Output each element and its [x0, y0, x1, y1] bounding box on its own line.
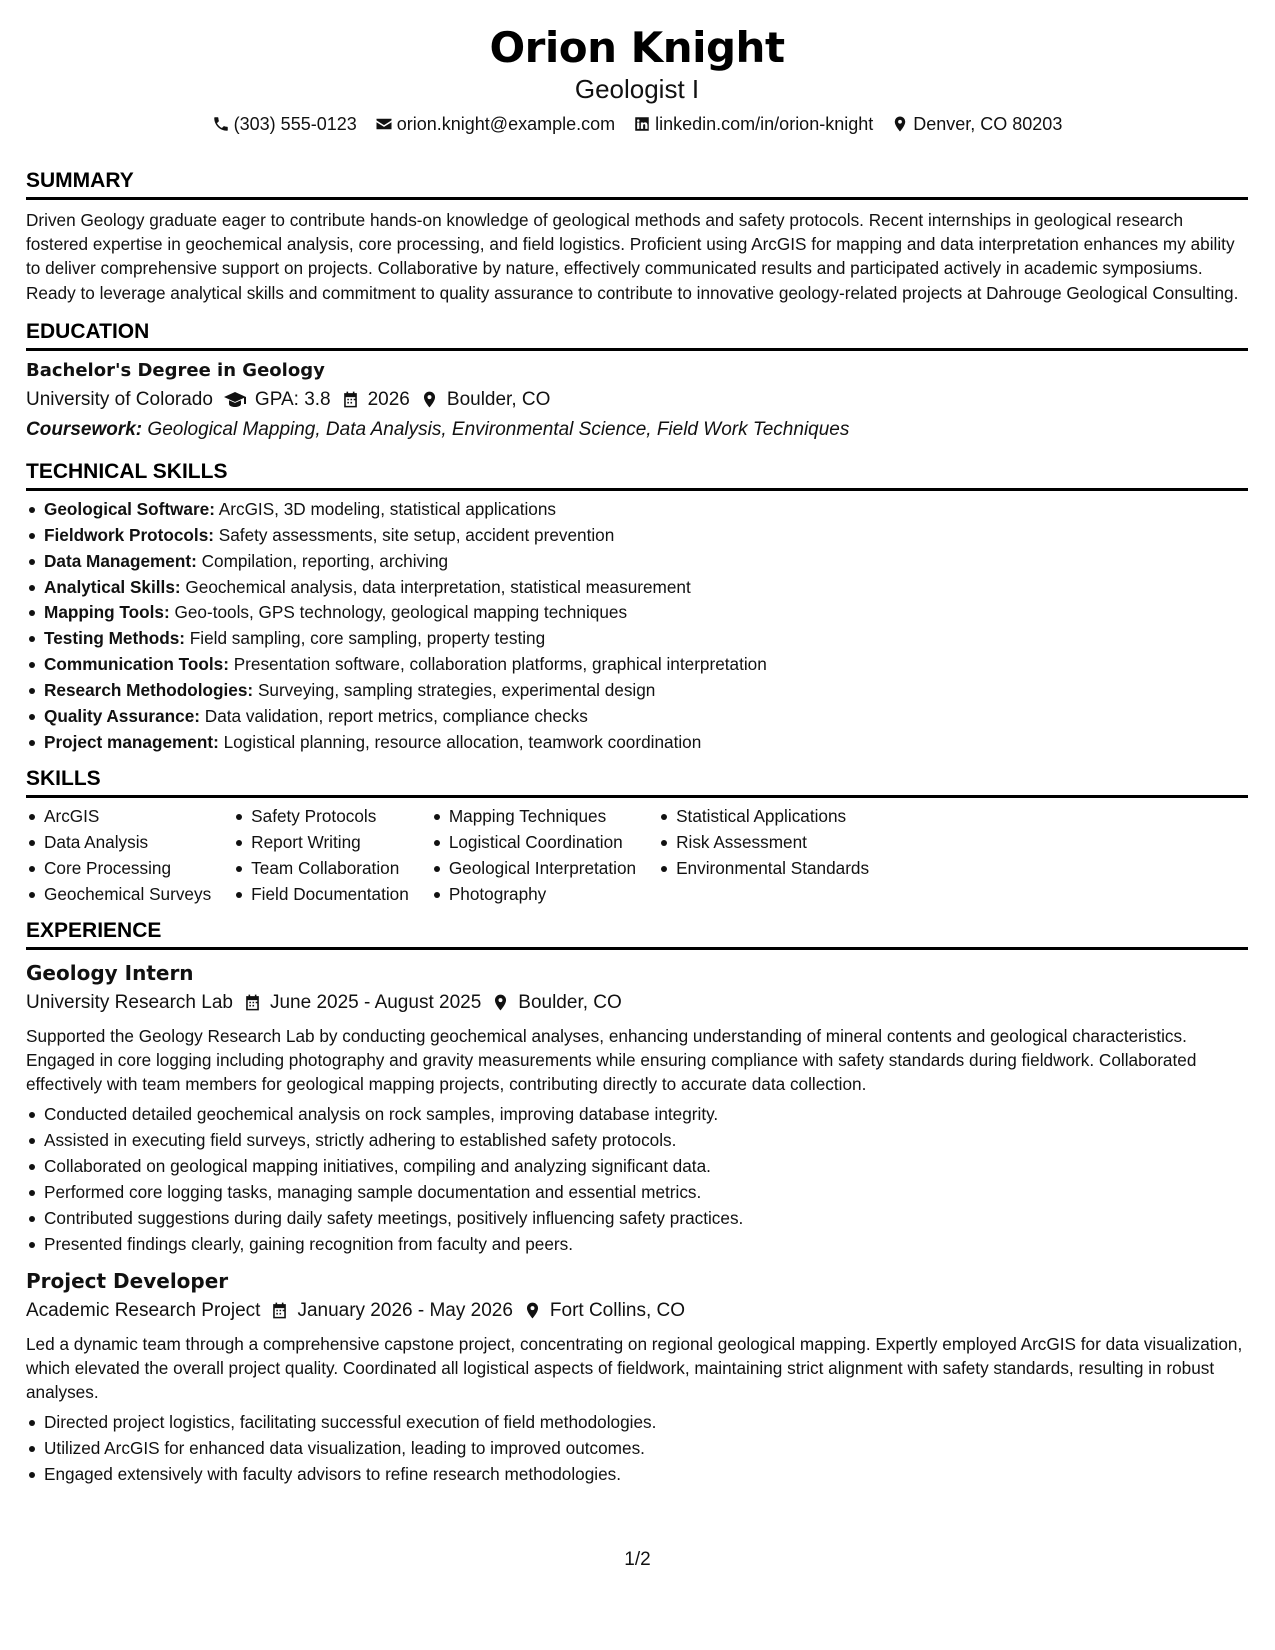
job-bullet: Engaged extensively with faculty advisors to refine research methodologies. [26, 1462, 1248, 1488]
technical-skill-label: Communication Tools: [44, 654, 229, 675]
technical-skill-text: Data validation, report metrics, compliance checks [204, 706, 588, 727]
gpa-item [223, 387, 331, 413]
summary-section [26, 168, 1248, 305]
technical-skill-item [26, 626, 1248, 652]
map-pin-icon [420, 390, 439, 409]
experience-list [26, 960, 1248, 1488]
skill-item: Core Processing [26, 856, 211, 882]
skill-item: Risk Assessment [658, 830, 869, 856]
section-heading-experience: EXPERIENCE [26, 918, 1248, 950]
year-item [341, 387, 410, 413]
location-text: Denver, CO 80203 [913, 114, 1063, 134]
contact-location [891, 112, 1062, 136]
technical-skill-label: Data Management: [44, 550, 197, 571]
skills-grid [26, 804, 1248, 908]
technical-skill-text: Geochemical analysis, data interpretation, statistical measurement [185, 576, 691, 597]
job-location: Boulder, CO [518, 991, 622, 1013]
calendar-icon [243, 993, 262, 1012]
technical-skill-label: Quality Assurance: [44, 706, 201, 727]
contact-phone[interactable] [212, 112, 357, 136]
resume-page [26, 22, 1248, 1488]
skills-column [233, 804, 409, 908]
skill-item: Field Documentation [233, 882, 409, 908]
skills-section [26, 766, 1248, 908]
technical-skill-item [26, 497, 1248, 523]
technical-skill-item [26, 652, 1248, 678]
job-dates-item [243, 990, 481, 1016]
contact-bar [26, 112, 1248, 136]
technical-skill-item [26, 575, 1248, 601]
job-bullet: Performed core logging tasks, managing sample documentation and essential metrics. [26, 1180, 1248, 1206]
summary-text: Driven Geology graduate eager to contribute hands-on knowledge of geological methods and safety protocols. Recent internships in geological research fostered expertise in geochemical analysis, core processing, and field logistics. Proficient using ArcGIS for mapping and data interpretation enhances my ability to deliver comprehensive support on projects. Collaborative by nature, effectively communicated results and participated actively in academic symposiums. Ready to leverage analytical skills and commitment to quality assurance to contribute to innovative geology-related projects at Dahrouge Geological Consulting. [26, 210, 1239, 303]
technical-skill-label: Project management: [44, 731, 219, 752]
skills-column [431, 804, 636, 908]
technical-skill-item [26, 704, 1248, 730]
technical-skill-label: Mapping Tools: [44, 602, 170, 623]
job-title: Geology Intern [26, 960, 194, 985]
coursework-label: Coursework: [26, 418, 143, 440]
experience-entry [26, 960, 1248, 1258]
page-number: 1/2 [624, 1549, 651, 1570]
skill-item: Report Writing [233, 830, 409, 856]
edu-location-item [420, 387, 551, 413]
job-location-item [523, 1298, 685, 1324]
job-bullets [26, 1410, 1248, 1488]
phone-text: (303) 555-0123 [233, 114, 357, 134]
job-bullet: Collaborated on geological mapping initiatives, compiling and analyzing significant data. [26, 1154, 1248, 1180]
education-meta [26, 387, 1248, 413]
technical-skill-item [26, 523, 1248, 549]
technical-skill-text: Safety assessments, site setup, accident prevention [218, 524, 615, 545]
job-org: Academic Research Project [26, 1299, 261, 1321]
job-dates: June 2025 - August 2025 [269, 991, 482, 1013]
technical-skill-item [26, 549, 1248, 575]
skill-item: Statistical Applications [658, 804, 869, 830]
graduation-cap-icon [223, 388, 247, 412]
skill-item: Mapping Techniques [431, 804, 636, 830]
gpa-text: GPA: 3.8 [254, 388, 331, 410]
job-bullet: Utilized ArcGIS for enhanced data visualization, leading to improved outcomes. [26, 1436, 1248, 1462]
job-dates: January 2026 - May 2026 [297, 1299, 513, 1321]
email-text: orion.knight@example.com [396, 114, 616, 134]
linkedin-text: linkedin.com/in/orion-knight [655, 114, 874, 134]
technical-skill-label: Testing Methods: [44, 628, 185, 649]
job-dates-item [270, 1298, 512, 1324]
experience-entry [26, 1268, 1248, 1488]
technical-skill-text: Surveying, sampling strategies, experimental design [257, 680, 656, 701]
candidate-title: Geologist I [574, 74, 700, 104]
education-section [26, 319, 1248, 443]
edu-location: Boulder, CO [446, 388, 551, 410]
technical-skill-text: Compilation, reporting, archiving [201, 550, 449, 571]
job-bullet: Conducted detailed geochemical analysis on rock samples, improving database integrity. [26, 1102, 1248, 1128]
job-bullet: Directed project logistics, facilitating successful execution of field methodologies. [26, 1410, 1248, 1436]
technical-skills-section [26, 459, 1248, 756]
job-description: Led a dynamic team through a comprehensive capstone project, concentrating on regional geological mapping. Expertly employed ArcGIS for data visualization, which elevated the overall project quality. Coordinated all logistical aspects of fieldwork, maintaining strict alignment with safety standards, resulting in robust analyses. [26, 1333, 1243, 1402]
section-heading-skills: SKILLS [26, 766, 1248, 798]
resume-header [26, 22, 1248, 136]
candidate-name: Orion Knight [489, 23, 785, 72]
map-pin-icon [523, 1301, 542, 1320]
skill-item: ArcGIS [26, 804, 211, 830]
skill-item: Photography [431, 882, 636, 908]
technical-skill-text: ArcGIS, 3D modeling, statistical applications [218, 498, 556, 519]
graduation-year: 2026 [367, 388, 410, 410]
technical-skill-text: Logistical planning, resource allocation, teamwork coordination [223, 731, 702, 752]
technical-skill-text: Geo-tools, GPS technology, geological mapping techniques [174, 602, 628, 623]
skills-column [658, 804, 869, 908]
coursework-text: Geological Mapping, Data Analysis, Environmental Science, Field Work Techniques [147, 418, 850, 440]
contact-email[interactable] [375, 112, 615, 136]
technical-skills-list [26, 497, 1248, 756]
phone-icon [212, 115, 230, 133]
section-heading-technical-skills: TECHNICAL SKILLS [26, 459, 1248, 491]
map-pin-icon [891, 115, 909, 133]
coursework-line [26, 417, 1248, 443]
job-meta [26, 1298, 1248, 1324]
calendar-icon [341, 390, 360, 409]
technical-skill-text: Field sampling, core sampling, property testing [189, 628, 546, 649]
calendar-icon [270, 1301, 289, 1320]
technical-skill-label: Fieldwork Protocols: [44, 524, 214, 545]
skill-item: Data Analysis [26, 830, 211, 856]
degree-title: Bachelor's Degree in Geology [26, 359, 325, 381]
technical-skill-text: Presentation software, collaboration platforms, graphical interpretation [233, 654, 767, 675]
technical-skill-item [26, 678, 1248, 704]
school-name: University of Colorado [26, 388, 213, 410]
skill-item: Safety Protocols [233, 804, 409, 830]
job-bullet: Presented findings clearly, gaining recognition from faculty and peers. [26, 1232, 1248, 1258]
job-description: Supported the Geology Research Lab by conducting geochemical analyses, enhancing understanding of mineral contents and geological characteristics. Engaged in core logging including photography and gravity measurements while ensuring compliance with safety standards during fieldwork. Collaborated effectively with team members for geological mapping projects, contributing directly to accurate data collection. [26, 1025, 1197, 1094]
technical-skill-item [26, 600, 1248, 626]
skill-item: Team Collaboration [233, 856, 409, 882]
job-bullets [26, 1102, 1248, 1257]
job-location-item [491, 990, 622, 1016]
job-bullet: Contributed suggestions during daily safety meetings, positively influencing safety practices. [26, 1206, 1248, 1232]
envelope-icon [375, 115, 393, 133]
contact-linkedin[interactable] [633, 112, 873, 136]
technical-skill-label: Research Methodologies: [44, 680, 254, 701]
job-meta [26, 990, 1248, 1016]
section-heading-summary: SUMMARY [26, 168, 1248, 200]
job-title: Project Developer [26, 1268, 229, 1293]
section-heading-education: EDUCATION [26, 319, 1248, 351]
experience-section [26, 918, 1248, 1488]
skill-item: Geochemical Surveys [26, 882, 211, 908]
skill-item: Logistical Coordination [431, 830, 636, 856]
skill-item: Geological Interpretation [431, 856, 636, 882]
job-org: University Research Lab [26, 991, 233, 1013]
job-location: Fort Collins, CO [549, 1299, 686, 1321]
job-bullet: Assisted in executing field surveys, strictly adhering to established safety protocols. [26, 1128, 1248, 1154]
map-pin-icon [491, 993, 510, 1012]
skill-item: Environmental Standards [658, 856, 869, 882]
technical-skill-label: Analytical Skills: [44, 576, 181, 597]
technical-skill-item [26, 730, 1248, 756]
technical-skill-label: Geological Software: [44, 498, 215, 519]
linkedin-icon [633, 115, 651, 133]
skills-column [26, 804, 211, 908]
